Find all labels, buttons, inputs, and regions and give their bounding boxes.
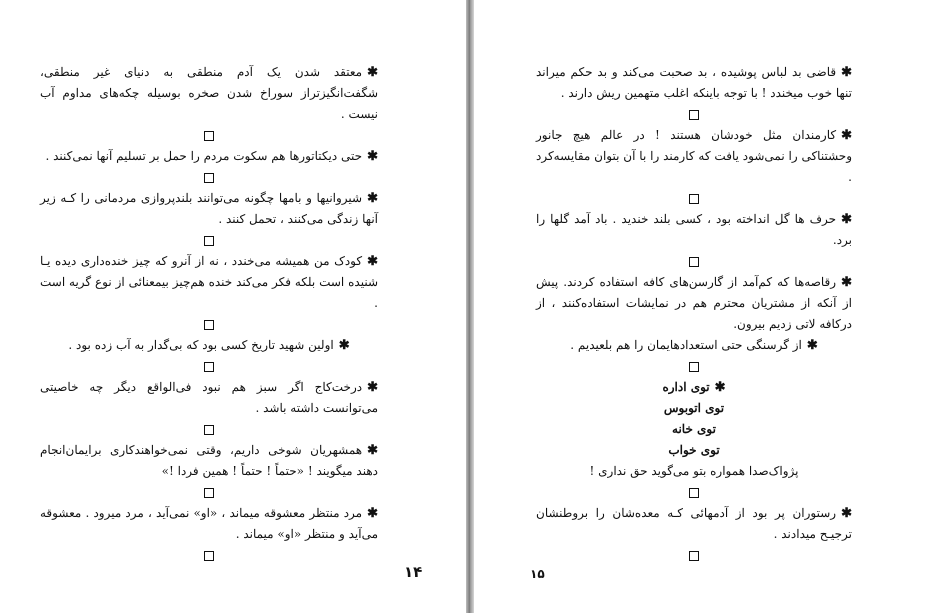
right-page-text — [536, 62, 852, 566]
asterisk-icon: ✱ — [806, 338, 818, 353]
poem-closing-line: پژواک‌صدا همواره بتو می‌گوید حق نداری ! — [589, 464, 799, 478]
page-number: ۱۴ — [404, 563, 423, 581]
asterisk-icon: ✱ — [841, 65, 852, 80]
aphorism: ✱از گرسنگی حتی استعدادهایمان را هم بلعیدیم . — [570, 338, 818, 353]
asterisk-icon: ✱ — [841, 212, 852, 227]
square-separator-icon — [204, 488, 214, 498]
asterisk-icon: ✱ — [367, 65, 378, 80]
left-page-text — [40, 62, 378, 566]
square-separator-icon — [689, 194, 699, 204]
poem-line: توی اتوبوس — [663, 401, 725, 415]
aphorism: ✱قاضی بد لباس پوشیده ، بد صحبت می‌کند و بد حکم میراند تنها خوب میخندد ! با توجه باینکه اغلب متهمین ریش دارند . — [536, 65, 852, 100]
square-separator-icon — [689, 551, 699, 561]
aphorism: ✱شیروانیها و بامها چگونه می‌توانند بلندپروازی مردمانی را کـه زیر آنها زندگی می‌کنند ، تحمل کنند . — [40, 191, 378, 226]
aphorism: ✱معتقد شدن یک آدم منطقی به دنیای غیر منطقی، شگفت‌انگیزتراز سوراخ شدن صخره بوسیله چکه‌های مداوم آب نیست . — [40, 65, 378, 121]
poem-line: توی خانه — [672, 422, 716, 436]
aphorism: ✱اولین شهید تاریخ کسی بود که بی‌گدار به آب زده بود . — [68, 338, 350, 353]
aphorism: ✱مرد منتظر معشوقه میماند ، «او» نمی‌آید ، مرد میرود . معشوقه می‌آید و منتظر «او» میماند . — [40, 506, 378, 541]
aphorism: ✱همشهریان شوخی داریم، وقتی نمی‌خواهندکاری برایمان‌انجام دهند میگویند ! «حتماً ! حتماً ! همین فردا !» — [40, 443, 378, 478]
poem-line: ✱توی اداره — [662, 380, 726, 395]
right-page — [474, 0, 943, 613]
aphorism: ✱کودک من همیشه می‌خندد ، نه از آنرو که چیز خنده‌داری دیده یـا شنیده است بلکه فکر می‌کند خنده هم‌چیز بیمعنائی از نوع گریه است . — [40, 254, 378, 310]
aphorism: ✱درخت‌کاج اگر سبز هم نبود فی‌الواقع دیگر چه خاصیتی می‌توانست داشته باشد . — [40, 380, 378, 415]
aphorism: ✱حرف ها گل انداخته بود ، کسی بلند خندید . باد آمد گلها را برد. — [536, 212, 852, 247]
short-poem — [536, 377, 852, 482]
square-separator-icon — [689, 488, 699, 498]
poem-line: توی خواب — [668, 443, 720, 457]
asterisk-icon: ✱ — [714, 380, 726, 395]
square-separator-icon — [204, 131, 214, 141]
square-separator-icon — [689, 110, 699, 120]
asterisk-icon: ✱ — [367, 506, 378, 521]
asterisk-icon: ✱ — [367, 380, 378, 395]
aphorism: ✱رستوران پر بود از آدمهائی کـه معده‌شان را بروطنشان ترجیـح میدادند . — [536, 506, 852, 541]
left-page — [0, 0, 466, 613]
aphorism: ✱رقاصه‌ها که کم‌آمد از گارسن‌های کافه استفاده کردند. پیش از آنکه از مشتریان محترم هم در نمایشات استفاده‌کنند ، از درکافه لاتی زدیم بیرون. — [536, 275, 852, 331]
asterisk-icon: ✱ — [367, 254, 378, 269]
asterisk-icon: ✱ — [841, 506, 852, 521]
aphorism: ✱کارمندان مثل خودشان هستند ! در عالم هیچ جانور وحشتناکی را نمی‌شود یافت که کارمند را با آن بتوان مقایسه‌کرد . — [536, 128, 852, 184]
square-separator-icon — [204, 425, 214, 435]
square-separator-icon — [204, 320, 214, 330]
square-separator-icon — [689, 257, 699, 267]
square-separator-icon — [204, 236, 214, 246]
square-separator-icon — [689, 362, 699, 372]
asterisk-icon: ✱ — [841, 128, 852, 143]
asterisk-icon: ✱ — [367, 191, 378, 206]
asterisk-icon: ✱ — [841, 275, 852, 290]
aphorism: ✱حتی دیکتاتورها هم سکوت مردم را حمل بر تسلیم آنها نمی‌کنند . — [45, 149, 378, 164]
square-separator-icon — [204, 173, 214, 183]
book-gutter — [466, 0, 474, 613]
square-separator-icon — [204, 551, 214, 561]
square-separator-icon — [204, 362, 214, 372]
page-number: ۱۵ — [530, 567, 545, 581]
asterisk-icon: ✱ — [367, 149, 378, 164]
asterisk-icon: ✱ — [367, 443, 378, 458]
asterisk-icon: ✱ — [338, 338, 350, 353]
